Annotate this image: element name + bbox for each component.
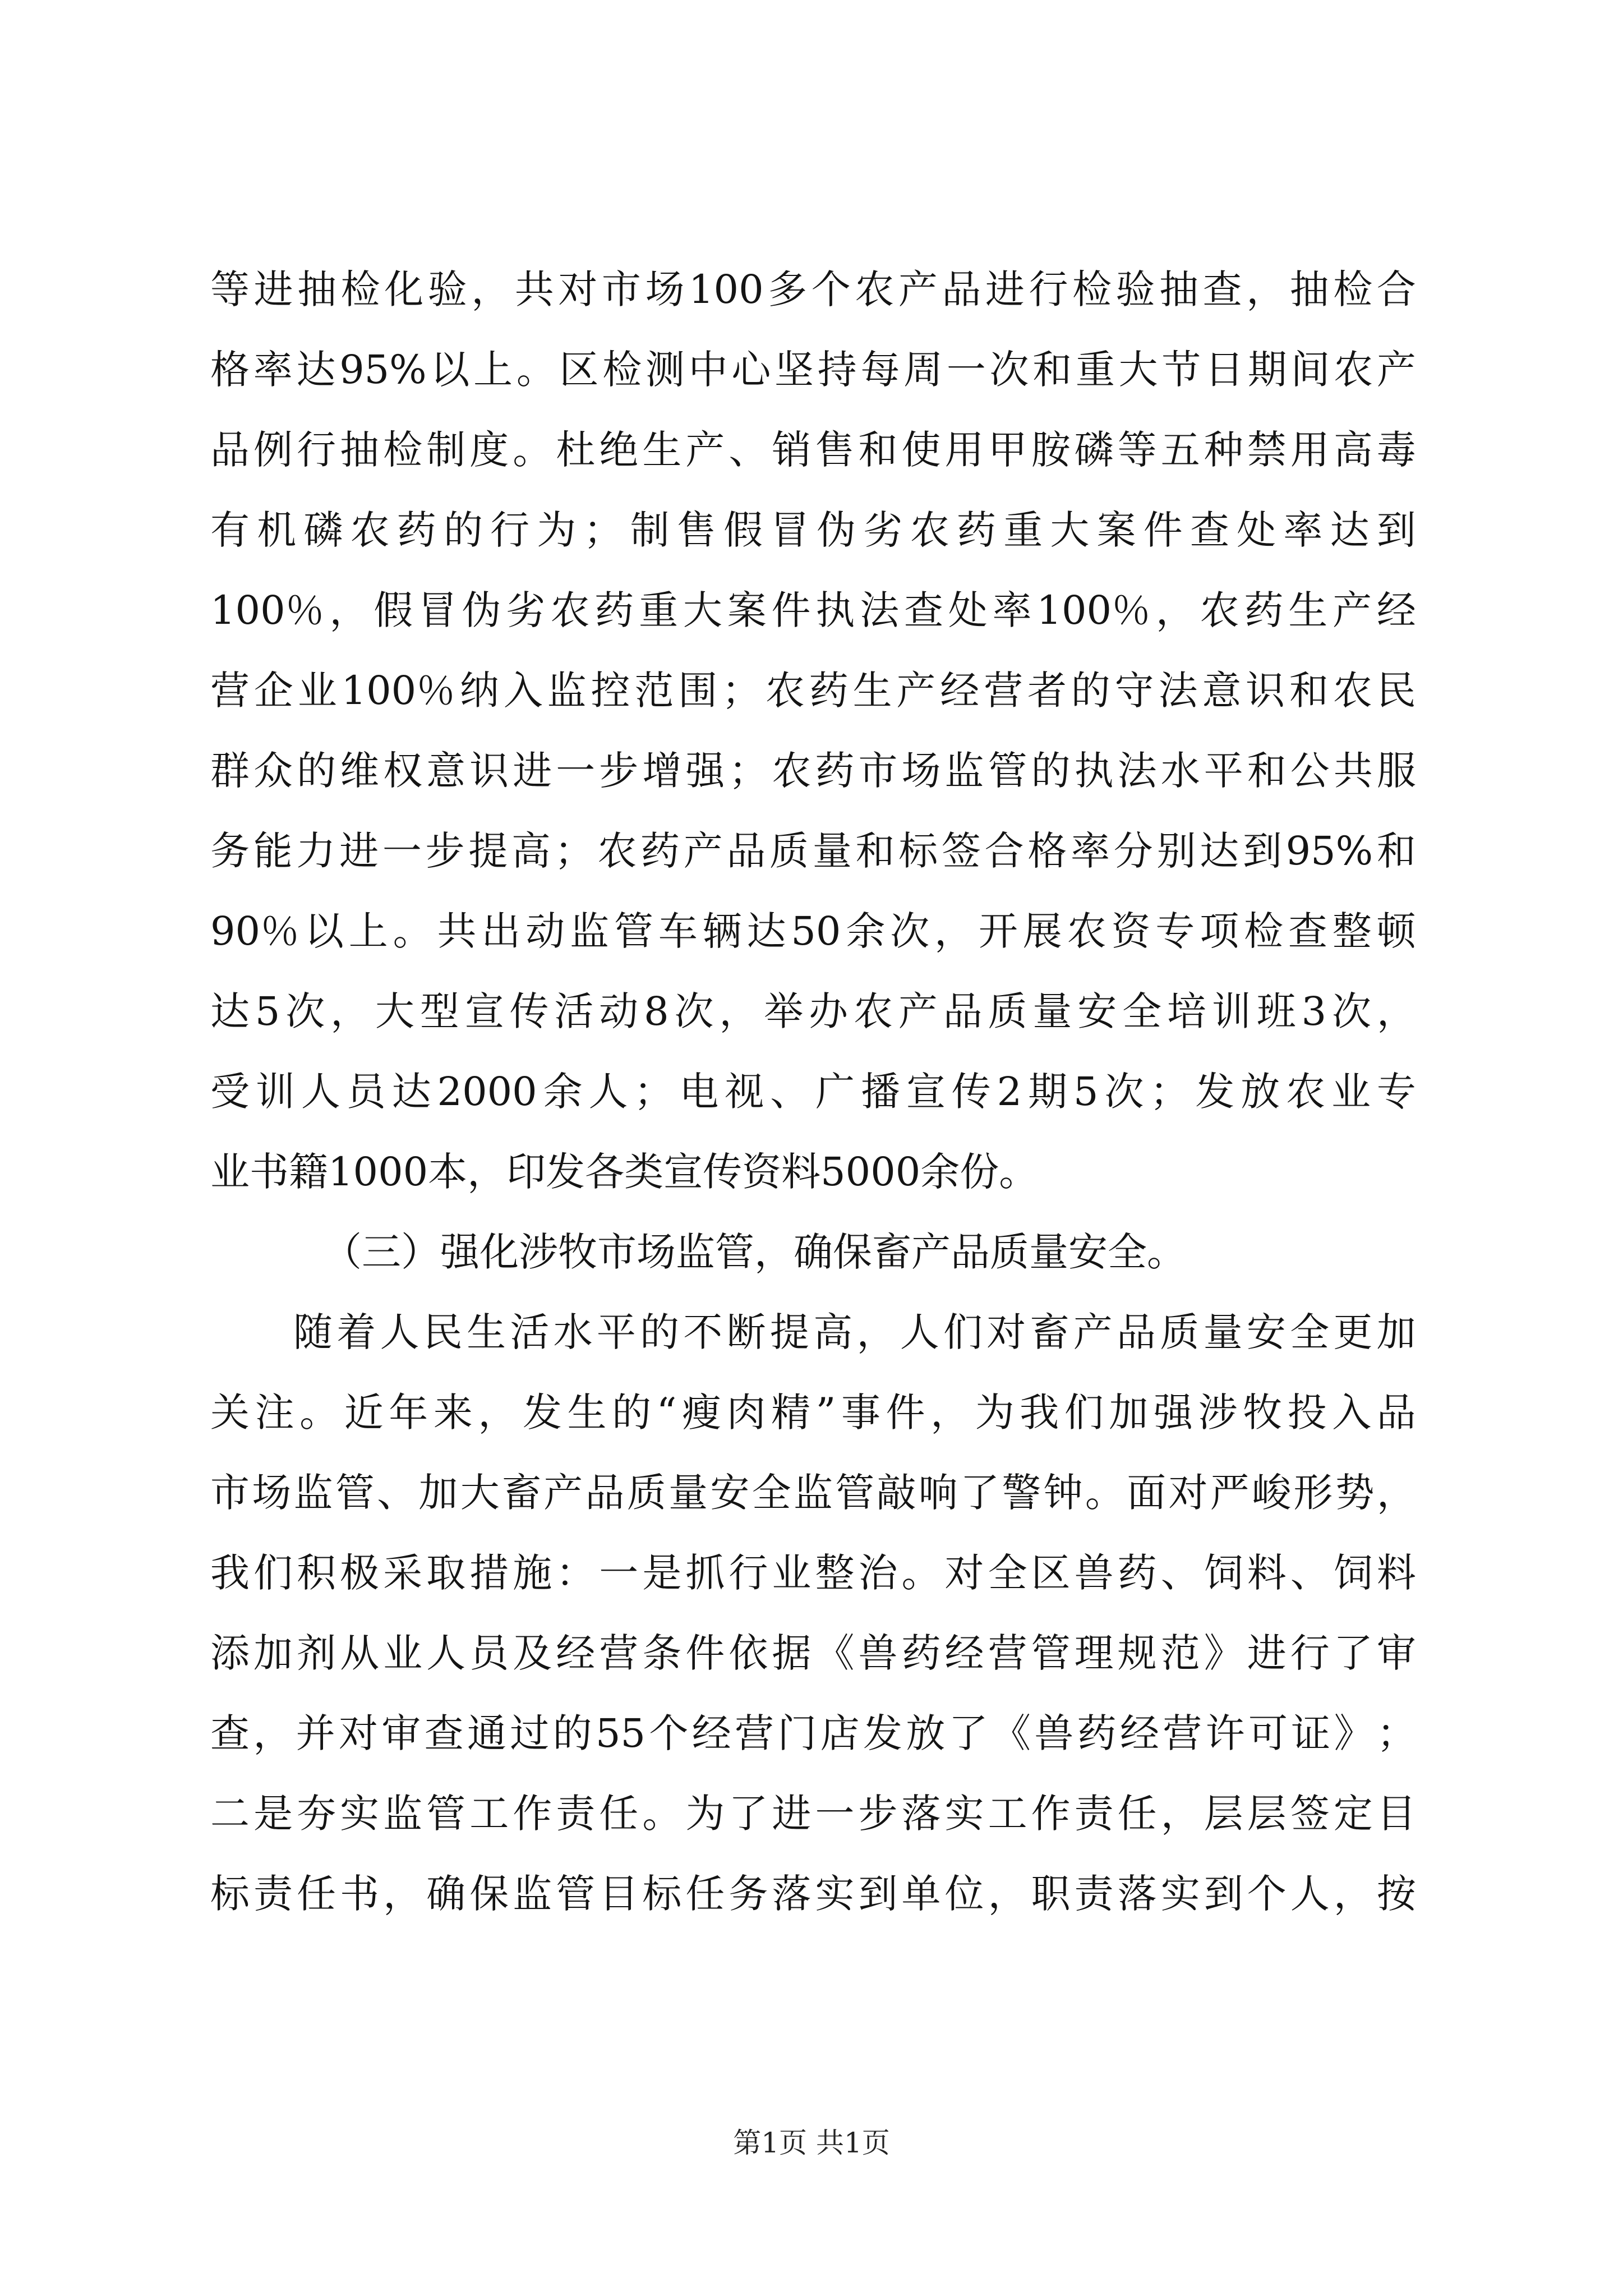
- line-text: 受 训 人 员 达 2000 余 人 ； 电 视 、 广 播 宣 传 2 期 5 次 ； 发 放 农 业 专: [210, 1069, 1416, 1115]
- text-line: [210, 651, 1461, 731]
- text-line: [210, 1613, 1461, 1694]
- text-line: [210, 811, 1461, 891]
- line-text: 标 责 任 书 ， 确 保 监 管 目 标 任 务 落 实 到 单 位 ， 职 责 落 实 到 个 人 ， 按: [210, 1871, 1416, 1917]
- line-text: 市 场 监 管 、 加 大 畜 产 品 质 量 安 全 监 管 敲 响 了 警 钟 。 面 对 严 峻 形 势 ，: [210, 1470, 1416, 1516]
- text-line: [210, 1533, 1461, 1613]
- line-text: 我 们 积 极 采 取 措 施 ： 一 是 抓 行 业 整 治 。 对 全 区 兽 药 、 饲 料 、 饲 料: [210, 1550, 1416, 1596]
- text-line: [210, 1292, 1461, 1373]
- section-heading: [210, 1212, 1461, 1292]
- line-text: 二 是 夯 实 监 管 工 作 责 任 。 为 了 进 一 步 落 实 工 作 责 任 ， 层 层 签 定 目: [210, 1791, 1416, 1837]
- page-footer: 第1页 共1页: [733, 2127, 890, 2159]
- text-line: [210, 1373, 1461, 1453]
- line-text: 查 ， 并 对 审 查 通 过 的 55 个 经 营 门 店 发 放 了 《 兽 药 经 营 许 可 证 》 ；: [210, 1710, 1416, 1756]
- text-line: [210, 1774, 1461, 1854]
- text-line: [210, 891, 1461, 972]
- text-line: [210, 330, 1461, 410]
- line-text: 等 进 抽 检 化 验 ， 共 对 市 场 100 多 个 农 产 品 进 行 检 验 抽 查 ， 抽 检 合: [210, 266, 1416, 312]
- line-text: 有 机 磷 农 药 的 行 为 ； 制 售 假 冒 伪 劣 农 药 重 大 案 件 查 处 率 达 到: [210, 507, 1416, 553]
- line-text: 达 5 次 ， 大 型 宣 传 活 动 8 次 ， 举 办 农 产 品 质 量 安 全 培 训 班 3 次 ，: [210, 988, 1416, 1034]
- line-text: 格 率 达 95% 以 上 。 区 检 测 中 心 坚 持 每 周 一 次 和 重 大 节 日 期 间 农 产: [210, 347, 1416, 393]
- line-text: 添 加 剂 从 业 人 员 及 经 营 条 件 依 据 《 兽 药 经 营 管 理 规 范 》 进 行 了 审: [210, 1630, 1416, 1676]
- text-line: [210, 490, 1461, 570]
- line-text: 随 着 人 民 生 活 水 平 的 不 断 提 高 ， 人 们 对 畜 产 品 质 量 安 全 更 加: [293, 1309, 1416, 1355]
- line-text: 100％ ， 假 冒 伪 劣 农 药 重 大 案 件 执 法 查 处 率 100％ ， 农 药 生 产 经: [210, 587, 1416, 633]
- line-text: 业书籍1000本，印发各类宣传资料5000余份。: [210, 1149, 1039, 1195]
- text-line: [210, 972, 1461, 1052]
- line-text: 群 众 的 维 权 意 识 进 一 步 增 强 ； 农 药 市 场 监 管 的 执 法 水 平 和 公 共 服: [210, 748, 1416, 794]
- text-line: [210, 1132, 1461, 1212]
- text-line: [210, 1694, 1461, 1774]
- text-line: [210, 250, 1461, 330]
- text-line: [210, 570, 1461, 651]
- text-line: [210, 731, 1461, 811]
- text-line: [210, 1453, 1461, 1533]
- text-line: [210, 1052, 1461, 1132]
- line-text: 关 注 。 近 年 来 ， 发 生 的 “ 瘦 肉 精 ” 事 件 ， 为 我 们 加 强 涉 牧 投 入 品: [210, 1389, 1416, 1435]
- line-text: 务 能 力 进 一 步 提 高 ； 农 药 产 品 质 量 和 标 签 合 格 率 分 别 达 到 95% 和: [210, 828, 1416, 874]
- line-text: 品 例 行 抽 检 制 度 。 杜 绝 生 产 、 销 售 和 使 用 甲 胺 磷 等 五 种 禁 用 高 毒: [210, 427, 1416, 473]
- line-text: 90％ 以 上 。 共 出 动 监 管 车 辆 达 50 余 次 ， 开 展 农 资 专 项 检 查 整 顿: [210, 908, 1416, 954]
- text-line: [210, 1854, 1461, 1934]
- line-text: 营 企 业 100％ 纳 入 监 控 范 围 ； 农 药 生 产 经 营 者 的 守 法 意 识 和 农 民: [210, 668, 1416, 714]
- text-line: [210, 410, 1461, 490]
- body-text: [210, 250, 1461, 1934]
- line-text: （三）强化涉牧市场监管，确保畜产品质量安全。: [322, 1229, 1186, 1275]
